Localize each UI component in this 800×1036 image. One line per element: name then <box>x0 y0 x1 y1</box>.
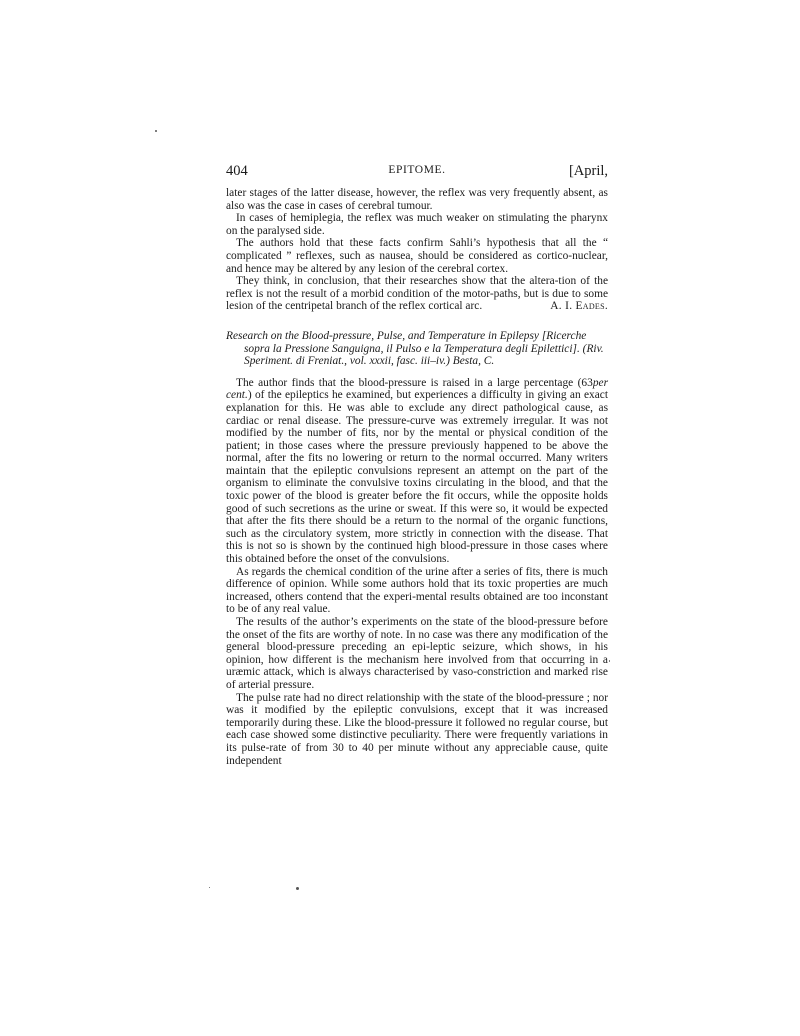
journal-source: (Riv. Speriment. di Freniat., vol. xxxii, fasc. iii–iv.) <box>244 342 604 368</box>
paragraph: The pulse rate had no direct relationship with the state of the blood-pressure ; nor was it modified by the epileptic convulsions, except that it was increased temporarily during these. Like the blood-pressure it followed no regular course, but each case showed some distinctive peculiarity. There were frequently variations in its pulse-rate of from 30 to 40 per minute without any appreciable cause, quite independent <box>226 691 608 767</box>
scan-speck <box>609 660 610 662</box>
scan-speck <box>296 887 299 890</box>
issue-date: [April, <box>568 163 608 179</box>
scan-speck <box>155 130 157 132</box>
journal-page <box>226 163 608 767</box>
paragraph: The results of the author’s experiments on the state of the blood-pressure before the onset of the fits are worthy of note. In no case was there any modification of the general blood-pressure preceding an epi-leptic seizure, which shows, in his opinion, how different is the mechanism here involved from that occurring in a uræmic attack, which is always characterised by vaso-constriction and marked rise of arterial pressure. <box>226 616 608 691</box>
paragraph: As regards the chemical condition of the urine after a series of fits, there is much difference of opinion. While some authors hold that its toxic properties are much increased, others contend that the experi-mental results obtained are too inconstant to be of any real value. <box>226 565 608 616</box>
paragraph <box>226 377 608 566</box>
paragraph-text: They think, in conclusion, that their researches show that the altera-tion of the reflex is not the result of a morbid condition of the motor-paths, but is due to some lesion of the centripetal branch of the reflex cortical arc. <box>226 275 608 313</box>
page-number: 404 <box>226 163 248 179</box>
article-title: Research on the Blood-pressure, Pulse, and Temperature in Epilepsy <box>226 329 539 342</box>
article-author: Besta, C. <box>452 355 495 368</box>
paragraph <box>226 275 608 313</box>
emphasis: per cent. <box>226 376 608 402</box>
paragraph: later stages of the latter disease, however, the reflex was very frequently absent, as also was the case in cases of cerebral tumour. <box>226 187 608 212</box>
paragraph: In cases of hemiplegia, the reflex was much weaker on stimulating the pharynx on the paralysed side. <box>226 212 608 237</box>
original-title: [Ricerche sopra la Pressione Sanguigna, il Pulso e la Temperatura degli Epilettici]. <box>244 329 587 355</box>
paragraph: The authors hold that these facts confirm Sahli’s hypothesis that all the “ complicated ” reflexes, such as nausea, should be considered as cortico-nuclear, and hence may be altered by any lesion of the cerebral cortex. <box>226 237 608 275</box>
article-reference <box>226 330 608 368</box>
paragraph-text: The author finds that the blood-pressure is raised in a large percentage (63 <box>236 376 593 389</box>
paragraph-text: ) of the epileptics he examined, but experiences a difficulty in giving an exact explanation for this. He was able to exclude any direct pathological cause, as cardiac or renal disease. The pressure-curve was extremely irregular. It was not modified by the number of fits, nor by the mental or physical condition of the patient; in those cases where the pressure previously happened to be above the normal, after the fits no lowering or return to the normal occurred. Many writers maintain that the epileptic convulsions represent an attempt on the part of the organism to eliminate the convulsive toxins circulating in the blood, and that the toxic power of the blood is greater before the fit occurs, while the opposite holds good of such secretions as the urine or sweat. If this were so, it would be expected that after the fits there should be a return to the normal of the organic functions, such as the circulatory system, more strictly in connection with the disease. That this is not so is shown by the continued high blood-pressure in those cases where this obtained before the onset of the convulsions. <box>226 389 608 566</box>
running-title: EPITOME. <box>388 164 446 176</box>
author-signature: A. I. Eades. <box>550 300 608 313</box>
running-header <box>226 163 608 187</box>
scan-speck <box>209 887 210 888</box>
